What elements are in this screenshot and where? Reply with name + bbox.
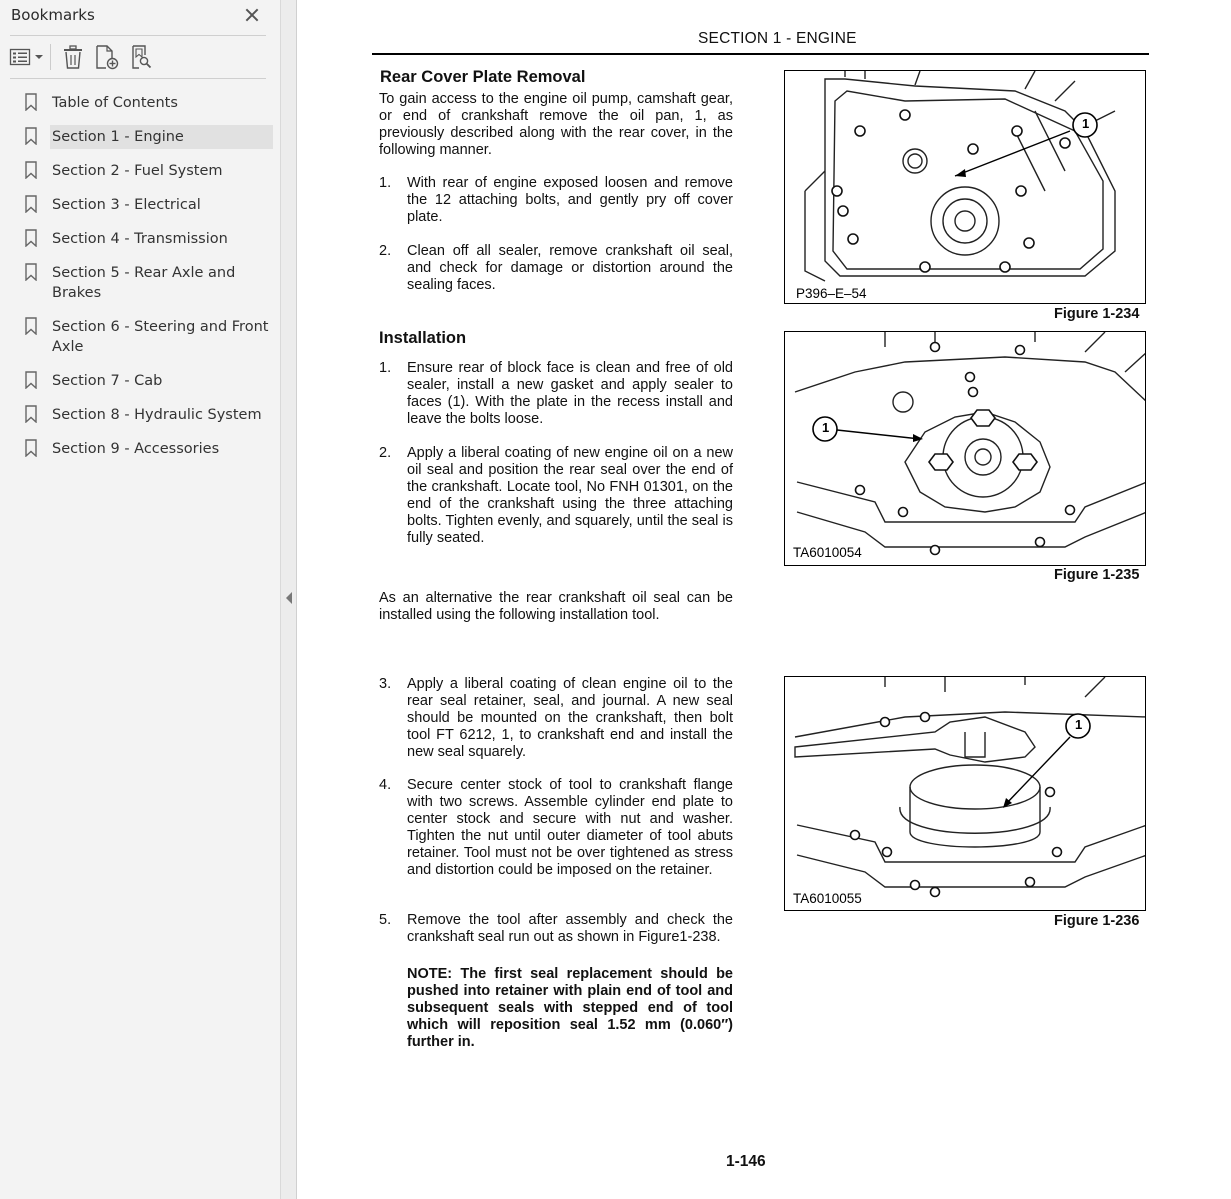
bookmark-icon bbox=[24, 229, 38, 247]
bookmarks-toolbar bbox=[0, 38, 281, 76]
bookmark-label: Section 6 - Steering and Front Axle bbox=[52, 319, 269, 355]
bookmark-icon bbox=[24, 371, 38, 389]
step-text: With rear of engine exposed loosen and remove the 12 attaching bolts, and gently pry off cover plate. bbox=[407, 175, 733, 225]
bookmark-icon bbox=[24, 405, 38, 423]
callout-number: 1 bbox=[822, 420, 830, 435]
bookmark-icon bbox=[24, 93, 38, 111]
step-number: 1. bbox=[379, 360, 392, 376]
step-number: 1. bbox=[379, 175, 392, 191]
trash-icon[interactable] bbox=[61, 43, 85, 71]
section-header: SECTION 1 - ENGINE bbox=[698, 30, 857, 47]
bookmark-label: Section 2 - Fuel System bbox=[52, 163, 223, 179]
figure-caption: Figure 1-234 bbox=[1054, 306, 1140, 322]
step-number: 2. bbox=[379, 445, 392, 461]
step-number: 3. bbox=[379, 676, 392, 692]
intro-paragraph: To gain access to the engine oil pump, camshaft gear, or end of crankshaft remove the oil pan, 1, as previously described along with the rear cover, in the following manner. bbox=[379, 91, 733, 158]
bookmark-label: Section 3 - Electrical bbox=[52, 197, 201, 213]
bookmark-label: Section 4 - Transmission bbox=[52, 231, 228, 247]
bookmark-item[interactable] bbox=[0, 222, 281, 256]
step-text: Apply a liberal coating of new engine oil on a new oil seal and position the rear seal over the end of the crankshaft. Locate tool, No FNH 01301, on the end of the crankshaft using the three attaching bolts. Tighten evenly, and squarely, until the seal is fully seated. bbox=[407, 445, 733, 546]
step-number: 2. bbox=[379, 243, 392, 259]
bookmark-item[interactable] bbox=[0, 398, 281, 432]
bookmark-item[interactable] bbox=[0, 120, 281, 154]
crankshaft-seal-tool-illustration bbox=[785, 677, 1146, 911]
bookmark-item[interactable] bbox=[0, 364, 281, 398]
bookmarks-panel bbox=[0, 0, 281, 1199]
divider bbox=[10, 78, 266, 79]
close-icon[interactable] bbox=[241, 4, 263, 26]
bookmark-icon bbox=[24, 263, 38, 281]
bookmarks-header bbox=[0, 0, 281, 32]
seal-installer-tool-illustration bbox=[785, 332, 1146, 566]
bookmark-label: Table of Contents bbox=[52, 95, 178, 111]
step-text: Clean off all sealer, remove crankshaft oil seal, and check for damage or distortion around the sealing faces. bbox=[407, 243, 733, 293]
bookmark-icon bbox=[24, 439, 38, 457]
callout-number: 1 bbox=[1082, 116, 1090, 131]
bookmark-label: Section 9 - Accessories bbox=[52, 441, 220, 457]
figure-caption: Figure 1-236 bbox=[1054, 913, 1140, 929]
divider bbox=[50, 44, 51, 70]
header-rule bbox=[372, 53, 1149, 55]
heading-rear-cover-plate-removal: Rear Cover Plate Removal bbox=[380, 68, 586, 86]
step-text: Apply a liberal coating of clean engine oil to the rear seal retainer, seal, and journal. A new seal should be mounted on the crankshaft, then bolt tool FT 6212, 1, to crankshaft end and install the new seal squarely. bbox=[407, 676, 733, 760]
divider bbox=[10, 35, 266, 36]
figure-1-235 bbox=[784, 331, 1146, 566]
step-text: Secure center stock of tool to crankshaft flange with two screws. Assemble cylinder end plate to center stock and secure with nut and washer. Tighten the nut until outer diameter of tool abuts retainer. Tool must not be over tightened as stress and distortion could be imposed on the retainer. bbox=[407, 777, 733, 878]
figure-code: TA6010054 bbox=[793, 545, 862, 560]
panel-splitter[interactable] bbox=[281, 0, 297, 1199]
bookmark-icon bbox=[24, 317, 38, 335]
note-paragraph: NOTE: The first seal replacement should be pushed into retainer with plain end of tool and subsequent seals with stepped end of tool which will reposition seal 1.52 mm (0.060″) further in. bbox=[407, 966, 733, 1050]
bookmark-item[interactable] bbox=[0, 310, 281, 364]
step-text: Ensure rear of block face is clean and free of old sealer, install a new gasket and apply sealer to faces (1). With the plate in the recess install and leave the bolts loose. bbox=[407, 360, 733, 427]
bookmark-item[interactable] bbox=[0, 188, 281, 222]
bookmark-icon bbox=[24, 195, 38, 213]
document-page bbox=[298, 0, 1231, 1199]
bookmark-icon bbox=[24, 161, 38, 179]
bookmarks-title: Bookmarks bbox=[11, 6, 95, 24]
step-number: 5. bbox=[379, 912, 392, 928]
bookmark-item[interactable] bbox=[0, 154, 281, 188]
page-number: 1-146 bbox=[726, 1153, 766, 1170]
bookmark-icon bbox=[24, 127, 38, 145]
step-text: Remove the tool after assembly and check the crankshaft seal run out as shown in Figure1-238. bbox=[407, 912, 733, 945]
figure-code: P396–E–54 bbox=[796, 286, 867, 301]
bookmark-item[interactable] bbox=[0, 86, 281, 120]
bookmark-label: Section 8 - Hydraulic System bbox=[52, 407, 262, 423]
figure-1-234 bbox=[784, 70, 1146, 304]
engine-rear-cover-illustration bbox=[785, 71, 1146, 304]
heading-installation: Installation bbox=[379, 329, 467, 347]
bookmark-label: Section 7 - Cab bbox=[52, 373, 163, 389]
collapse-arrow-icon[interactable] bbox=[286, 592, 292, 604]
step-number: 4. bbox=[379, 777, 392, 793]
list-options-icon[interactable] bbox=[9, 43, 45, 71]
bookmark-label: Section 1 - Engine bbox=[50, 125, 273, 149]
bookmark-label: Section 5 - Rear Axle and Brakes bbox=[52, 265, 236, 301]
figure-caption: Figure 1-235 bbox=[1054, 567, 1140, 583]
callout-number: 1 bbox=[1075, 717, 1083, 732]
bookmark-item[interactable] bbox=[0, 256, 281, 310]
find-bookmark-icon[interactable] bbox=[129, 43, 155, 71]
bookmark-item[interactable] bbox=[0, 432, 281, 466]
figure-code: TA6010055 bbox=[793, 891, 862, 906]
add-bookmark-icon[interactable] bbox=[94, 43, 120, 71]
figure-1-236 bbox=[784, 676, 1146, 911]
bookmarks-list bbox=[0, 86, 281, 466]
alternative-paragraph: As an alternative the rear crankshaft oil seal can be installed using the following installation tool. bbox=[379, 590, 733, 623]
